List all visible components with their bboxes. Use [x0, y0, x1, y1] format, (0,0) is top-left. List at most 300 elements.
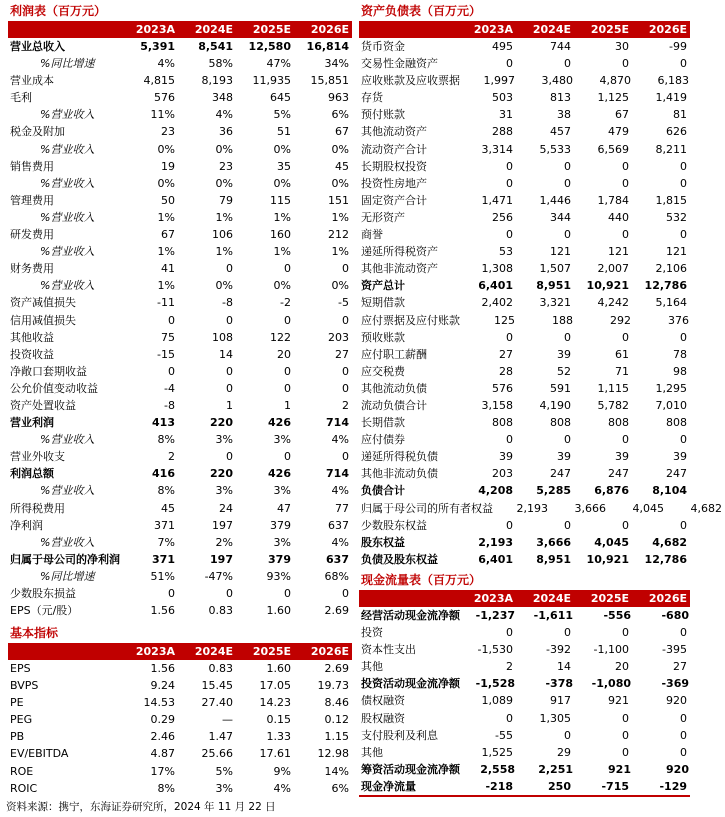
row-label: 所得税费用: [10, 501, 65, 515]
row-value: 122: [270, 330, 291, 344]
table-row: [359, 106, 690, 123]
row-value: 35: [277, 159, 291, 173]
row-value: -1,530: [477, 643, 513, 657]
row-value: 0: [680, 626, 687, 640]
row-value: 45: [161, 501, 175, 515]
row-value: 479: [608, 125, 629, 139]
row-value: 67: [335, 125, 349, 139]
row-value: 413: [152, 416, 175, 430]
row-value: 4,682: [690, 501, 722, 515]
row-label: 支付股利及利息: [361, 728, 438, 742]
row-label: 流动资产合计: [361, 142, 427, 156]
table-row: [359, 243, 690, 260]
row-value: 1%: [215, 245, 233, 259]
row-value: 2,402: [481, 296, 513, 310]
table-row: [8, 711, 352, 728]
row-value: 0: [226, 450, 233, 464]
row-value: 9%: [273, 764, 291, 778]
row-value: -4: [164, 381, 175, 395]
row-value: 1,125: [597, 91, 629, 105]
row-value: 125: [494, 313, 515, 327]
row-value: 440: [608, 210, 629, 224]
row-label: PEG: [10, 713, 33, 727]
row-value: 0%: [331, 142, 349, 156]
row-value: 75: [161, 330, 175, 344]
row-label: 其他非流动负债: [361, 467, 438, 481]
row-value: 3,321: [539, 296, 571, 310]
row-value: 0: [622, 433, 629, 447]
row-value: 0: [622, 228, 629, 242]
cashflow-header-row: [359, 590, 690, 607]
row-value: 12,786: [644, 279, 687, 293]
table-row: [359, 675, 690, 692]
row-value: 8,211: [655, 142, 687, 156]
row-value: 61: [615, 347, 629, 361]
row-value: 39: [673, 450, 687, 464]
row-value: 0: [342, 364, 349, 378]
row-value: -1,080: [591, 677, 631, 691]
year-header: 2023A: [135, 23, 175, 36]
row-value: 0.83: [208, 604, 233, 618]
row-label: 应收账款及应收票据: [361, 74, 460, 88]
row-value: 2,007: [597, 262, 629, 276]
row-value: 4%: [331, 535, 349, 549]
row-label: %营业收入: [40, 142, 95, 156]
row-label: 其他收益: [10, 330, 54, 344]
row-value: -392: [546, 643, 571, 657]
row-value: 457: [550, 125, 571, 139]
balance-sheet-title: 资产负债表（百万元）: [361, 4, 482, 18]
table-row: [8, 192, 352, 209]
table-row: [8, 38, 352, 55]
row-label: 税金及附加: [10, 125, 65, 139]
row-value: 115: [270, 193, 291, 207]
row-value: 2,251: [538, 762, 573, 776]
row-value: -15: [157, 347, 175, 361]
row-label: EV/EBITDA: [10, 747, 69, 761]
table-row: [359, 761, 690, 778]
row-value: 0: [564, 159, 571, 173]
row-label: 其他非流动资产: [361, 262, 438, 276]
row-value: 0: [680, 728, 687, 742]
row-label: 预收账款: [361, 330, 405, 344]
row-value: 0%: [215, 176, 233, 190]
row-value: 0: [564, 176, 571, 190]
row-value: 67: [161, 228, 175, 242]
income-statement: [8, 2, 352, 619]
row-label: 毛利: [10, 91, 32, 105]
row-label: 管理费用: [10, 193, 54, 207]
row-value: 0.29: [150, 713, 175, 727]
row-value: 1%: [215, 210, 233, 224]
table-row: [359, 397, 690, 414]
balance-sheet: [359, 2, 722, 568]
row-value: 50: [161, 193, 175, 207]
table-row: [359, 380, 690, 397]
row-value: 0%: [157, 176, 175, 190]
row-value: 24: [219, 501, 233, 515]
row-value: 1,815: [655, 193, 687, 207]
row-value: 12.98: [317, 747, 349, 761]
row-value: -369: [661, 677, 689, 691]
row-value: 0: [506, 330, 513, 344]
year-header: 2023A: [135, 645, 175, 658]
table-row: [359, 260, 690, 277]
table-row: [359, 89, 690, 106]
row-value: 714: [326, 416, 349, 430]
row-label: 营业外收支: [10, 450, 65, 464]
row-label: 股权融资: [361, 711, 405, 725]
row-value: 0: [564, 330, 571, 344]
table-row: [8, 448, 352, 465]
table-row: [8, 585, 352, 602]
basic-rows: [8, 660, 352, 797]
year-header: 2025E: [590, 23, 629, 36]
table-row: [8, 89, 352, 106]
row-value: -8: [222, 296, 233, 310]
row-value: 2: [506, 660, 513, 674]
row-value: 0%: [215, 142, 233, 156]
row-value: 25.66: [201, 747, 233, 761]
table-row: [359, 294, 690, 311]
row-value: 8,193: [201, 74, 233, 88]
row-value: 51: [277, 125, 291, 139]
row-value: 963: [328, 91, 349, 105]
row-value: 8.46: [324, 696, 349, 710]
row-value: 645: [270, 91, 291, 105]
row-value: 714: [326, 467, 349, 481]
row-value: 0: [168, 587, 175, 600]
row-value: 2,558: [480, 762, 515, 776]
row-value: 0: [506, 176, 513, 190]
row-value: 0%: [331, 176, 349, 190]
row-value: 576: [492, 381, 513, 395]
table-row: [8, 602, 352, 619]
year-header: 2026E: [310, 23, 349, 36]
table-row: [359, 607, 690, 624]
row-value: 1,997: [483, 74, 515, 88]
row-value: 0: [342, 587, 349, 600]
row-value: 8%: [157, 781, 175, 795]
row-value: 247: [550, 467, 571, 481]
row-value: 0: [680, 228, 687, 242]
row-value: 0: [226, 313, 233, 327]
row-value: 20: [615, 660, 629, 674]
row-value: 8%: [157, 433, 175, 447]
row-value: 121: [666, 245, 687, 259]
row-label: 无形资产: [361, 210, 405, 224]
row-value: -715: [601, 779, 629, 793]
row-value: 7,010: [655, 398, 687, 412]
row-value: 0: [506, 518, 513, 532]
row-label: 少数股东权益: [361, 518, 427, 532]
year-header: 2024E: [532, 592, 571, 605]
table-row: [8, 745, 352, 762]
row-value: -5: [338, 296, 349, 310]
row-value: 0: [506, 159, 513, 173]
row-value: 808: [666, 416, 687, 430]
table-row: [8, 141, 352, 158]
table-row: [8, 55, 352, 72]
row-value: 0: [506, 433, 513, 447]
row-value: 0: [622, 728, 629, 742]
row-value: 1%: [331, 210, 349, 224]
row-value: 34%: [324, 57, 349, 71]
row-value: 0: [168, 313, 175, 327]
row-value: 379: [270, 518, 291, 532]
row-value: 426: [268, 467, 291, 481]
table-row: [8, 517, 352, 534]
row-value: 0.83: [208, 662, 233, 675]
table-row: [359, 141, 690, 158]
row-label: PE: [10, 696, 24, 710]
row-value: 0: [284, 381, 291, 395]
row-label: 信用减值损失: [10, 313, 76, 327]
row-value: 17.61: [259, 747, 291, 761]
row-label: 预付账款: [361, 108, 405, 122]
row-value: 4,815: [143, 74, 175, 88]
row-label: 商誉: [361, 228, 383, 242]
year-header: 2023A: [473, 23, 513, 36]
row-value: 6,401: [478, 552, 513, 566]
table-row: [8, 534, 352, 551]
row-value: 108: [212, 330, 233, 344]
cash-flow-title: 现金流量表（百万元）: [361, 573, 482, 587]
row-value: 0%: [273, 279, 291, 293]
row-label: 债权融资: [361, 694, 405, 708]
row-value: 0%: [215, 279, 233, 293]
row-value: 98: [673, 364, 687, 378]
row-label: 负债及股东权益: [361, 552, 438, 566]
row-value: -218: [485, 779, 513, 793]
row-value: 0: [342, 313, 349, 327]
row-value: 0: [168, 364, 175, 378]
row-label: 营业成本: [10, 74, 54, 88]
row-value: 27: [499, 347, 513, 361]
row-value: 292: [610, 313, 631, 327]
row-value: 4.87: [150, 747, 175, 761]
row-label: 净敞口套期收益: [10, 364, 87, 378]
table-row: [8, 123, 352, 140]
row-value: 6,183: [657, 74, 689, 88]
row-value: 67: [615, 108, 629, 122]
row-value: 0: [680, 57, 687, 71]
row-value: 250: [548, 779, 571, 793]
row-value: 16,814: [306, 40, 349, 53]
table-row: [8, 568, 352, 585]
row-value: 348: [212, 91, 233, 105]
table-row: [8, 243, 352, 260]
row-label: ROIC: [10, 781, 38, 795]
table-row: [359, 329, 690, 346]
row-value: 426: [268, 416, 291, 430]
row-value: 197: [212, 518, 233, 532]
year-header: 2026E: [310, 645, 349, 658]
table-row: [359, 346, 690, 363]
row-value: -99: [669, 40, 687, 53]
table-row: [8, 500, 352, 517]
row-value: -556: [603, 609, 631, 622]
row-label: PB: [10, 730, 25, 744]
row-value: 0: [622, 176, 629, 190]
row-value: 47: [277, 501, 291, 515]
table-row: [359, 692, 690, 709]
basic-header-row: [8, 643, 352, 660]
table-row: [359, 482, 690, 499]
row-value: 0%: [157, 142, 175, 156]
row-label: 投资: [361, 626, 383, 640]
row-label: 流动负债合计: [361, 398, 427, 412]
row-value: 15.45: [201, 679, 233, 693]
row-value: 9.24: [150, 679, 175, 693]
row-value: 0.15: [266, 713, 291, 727]
row-value: 10,921: [586, 279, 629, 293]
row-value: -11: [157, 296, 175, 310]
row-value: 371: [152, 552, 175, 566]
row-value: 19: [161, 159, 175, 173]
row-label: 货币资金: [361, 40, 405, 53]
row-label: %营业收入: [40, 279, 95, 293]
table-row: [359, 192, 690, 209]
row-value: 79: [219, 193, 233, 207]
row-value: 247: [608, 467, 629, 481]
row-label: %营业收入: [40, 210, 95, 224]
row-value: 51%: [150, 569, 175, 583]
table-row: [8, 728, 352, 745]
row-value: 53: [499, 245, 513, 259]
row-value: 11%: [150, 108, 175, 122]
row-value: 81: [673, 108, 687, 122]
row-value: 808: [608, 416, 629, 430]
row-value: 19.73: [317, 679, 349, 693]
row-value: 495: [492, 40, 513, 53]
row-value: 27.40: [201, 696, 233, 710]
row-value: -1,100: [593, 643, 629, 657]
row-label: 研发费用: [10, 228, 54, 242]
row-value: 2.46: [150, 730, 175, 744]
row-label: 其他流动负债: [361, 381, 427, 395]
row-value: 4%: [331, 433, 349, 447]
row-value: 0: [680, 176, 687, 190]
row-label: 应付债券: [361, 433, 405, 447]
row-value: 591: [550, 381, 571, 395]
row-label: %营业收入: [40, 108, 95, 122]
row-value: 5,285: [536, 484, 571, 498]
row-label: 其他: [361, 660, 383, 674]
row-label: 其他: [361, 745, 383, 759]
row-value: 4,045: [594, 535, 629, 549]
row-value: 0: [284, 364, 291, 378]
income-header-row: [8, 21, 352, 38]
row-value: 4,242: [597, 296, 629, 310]
table-row: [8, 780, 352, 797]
row-label: 短期借款: [361, 296, 405, 310]
row-value: 1: [226, 398, 233, 412]
row-value: 14: [219, 347, 233, 361]
row-value: 344: [550, 210, 571, 224]
row-label: 负债合计: [361, 484, 405, 498]
row-label: 资产处置收益: [10, 398, 76, 412]
cashflow-rows: [359, 607, 690, 797]
row-value: 20: [277, 347, 291, 361]
row-value: -1,528: [475, 677, 515, 691]
row-value: 23: [161, 125, 175, 139]
row-value: 2.69: [324, 662, 349, 675]
table-row: [8, 551, 352, 568]
row-value: 0: [226, 381, 233, 395]
row-value: -8: [164, 398, 175, 412]
year-header: 2024E: [194, 23, 233, 36]
row-label: 现金净流量: [361, 779, 416, 793]
row-value: -680: [661, 609, 689, 622]
row-value: 2,193: [516, 501, 548, 515]
row-label: 营业利润: [10, 416, 54, 430]
row-value: 0: [622, 518, 629, 532]
row-value: 5,533: [539, 142, 571, 156]
row-value: 247: [666, 467, 687, 481]
row-value: 58%: [208, 57, 233, 71]
row-value: 39: [557, 450, 571, 464]
row-value: 27: [673, 660, 687, 674]
row-value: 0: [506, 228, 513, 242]
row-value: 0: [284, 262, 291, 276]
row-label: %同比增速: [40, 57, 95, 71]
row-label: %同比增速: [40, 569, 95, 583]
row-value: 3,480: [541, 74, 573, 88]
row-label: %营业收入: [40, 176, 95, 190]
row-label: 归属于母公司的净利润: [10, 552, 120, 566]
row-value: -1,237: [475, 609, 515, 622]
row-value: 0: [342, 262, 349, 276]
row-label: 递延所得税资产: [361, 245, 438, 259]
row-value: 4%: [215, 108, 233, 122]
row-value: 41: [161, 262, 175, 276]
row-value: 921: [608, 762, 631, 776]
row-value: 917: [550, 694, 571, 708]
table-row: [8, 694, 352, 711]
row-value: 160: [270, 228, 291, 242]
table-row: [359, 465, 690, 482]
row-value: 3%: [273, 535, 291, 549]
row-label: 归属于母公司的所有者权益: [361, 501, 493, 515]
table-row: [8, 677, 352, 694]
row-value: 3,158: [481, 398, 513, 412]
row-value: 68%: [324, 569, 349, 583]
row-value: 1,471: [481, 193, 513, 207]
row-value: 3,666: [536, 535, 571, 549]
row-value: 3,666: [574, 501, 606, 515]
table-row: [359, 658, 690, 675]
table-row: [359, 55, 690, 72]
row-value: 29: [557, 745, 571, 759]
row-value: 4,682: [652, 535, 687, 549]
row-value: 1.60: [266, 662, 291, 675]
row-value: 0: [622, 626, 629, 640]
row-value: 0: [226, 587, 233, 600]
row-value: 17%: [150, 764, 175, 778]
row-value: 8,951: [536, 279, 571, 293]
row-value: 5,782: [597, 398, 629, 412]
row-value: 12,580: [248, 40, 291, 53]
row-value: 0: [622, 330, 629, 344]
row-label: 应交税费: [361, 364, 405, 378]
year-header: 2026E: [648, 23, 687, 36]
row-value: 5,164: [655, 296, 687, 310]
row-value: 5,391: [140, 40, 175, 53]
row-value: 288: [492, 125, 513, 139]
row-value: —: [222, 713, 233, 727]
row-value: 6%: [331, 108, 349, 122]
